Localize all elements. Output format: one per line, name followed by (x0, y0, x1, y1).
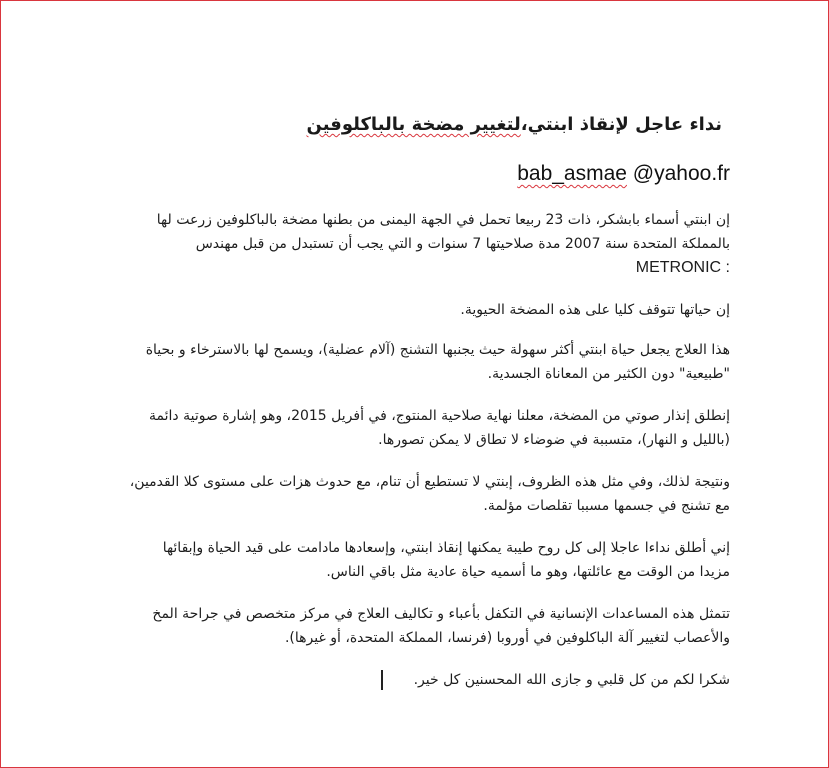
paragraph-line: إن حياتها تتوقف كليا على هذه المضخة الحيوية. (460, 302, 730, 318)
paragraph-line: إنطلق إنذار صوتي من المضخة، معلنا نهاية صلاحية المنتوج، في أفريل 2015، وهو إشارة صوتية دائمة (149, 408, 730, 424)
paragraph-line: مع تشنج في جسمها مسببا تقلصات مؤلمة. (483, 498, 730, 514)
contact-email (517, 162, 730, 186)
paragraph-line: إن ابنتي أسماء بابشكر، ذات 23 ربيعا تحمل في الجهة اليمنى من بطنها مضخة بالباكلوفين زرعت لها (156, 212, 730, 228)
paragraph-line: مزيدا من الوقت مع عائلتها، وهو ما أسميه حياة عادية مثل باقي الناس. (326, 564, 730, 580)
paragraph-line: ونتيجة لذلك، وفي مثل هذه الظروف، إبنتي لا تستطيع أن تنام، مع حدوث هزات على مستوى كلا القدمين، (129, 474, 730, 490)
document-title (68, 114, 730, 135)
manufacturer-line: METRONIC : (635, 259, 730, 276)
paragraph-line: إني أطلق نداءا عاجلا إلى كل روح طيبة يمكنها إنقاذ ابنتي، وإسعادها مادامت على قيد الحياة وإبقائها (162, 540, 730, 556)
paragraph-8 (70, 668, 730, 692)
title-prefix: نداء عاجل لإنقاذ ابنتي، (520, 114, 722, 135)
paragraph-6 (70, 536, 730, 584)
email-domain: @yahoo.fr (626, 162, 730, 185)
paragraph-line: والأعصاب لتغيير آلة الباكلوفين في أوروبا (فرنسا، المملكة المتحدة، أو غيرها). (284, 630, 730, 646)
email-user: bab_asmae (517, 162, 627, 185)
paragraph-line: تتمثل هذه المساعدات الإنسانية في التكفل بأعباء و تكاليف العلاج في مركز متخصص في جراحة المخ (152, 606, 730, 622)
paragraph-2 (70, 298, 730, 322)
paragraph-line: "طبيعية" دون الكثير من المعاناة الجسدية. (487, 366, 730, 382)
paragraph-7 (70, 602, 730, 650)
paragraph-line: بالمملكة المتحدة سنة 2007 مدة صلاحيتها 7 سنوات و التي يجب أن تستبدل من قبل مهندس (195, 236, 730, 252)
paragraph-line: هذا العلاج يجعل حياة ابنتي أكثر سهولة حيث يجنبها التشنج (آلام عضلية)، ويسمح لها بالاسترخاء و بحياة (145, 342, 730, 358)
paragraph-line: شكرا لكم من كل قلبي و جازى الله المحسنين كل خير. (413, 672, 730, 688)
text-cursor (381, 670, 383, 690)
paragraph-5 (70, 470, 730, 518)
paragraph-4 (70, 404, 730, 452)
paragraph-line: (بالليل و النهار)، متسببة في ضوضاء لا تطاق لا يمكن تصورها. (378, 432, 730, 448)
paragraph-3 (70, 338, 730, 386)
paragraph-1 (70, 208, 730, 280)
title-underlined: لتغيير مضخة بالباكلوفين (306, 114, 521, 135)
